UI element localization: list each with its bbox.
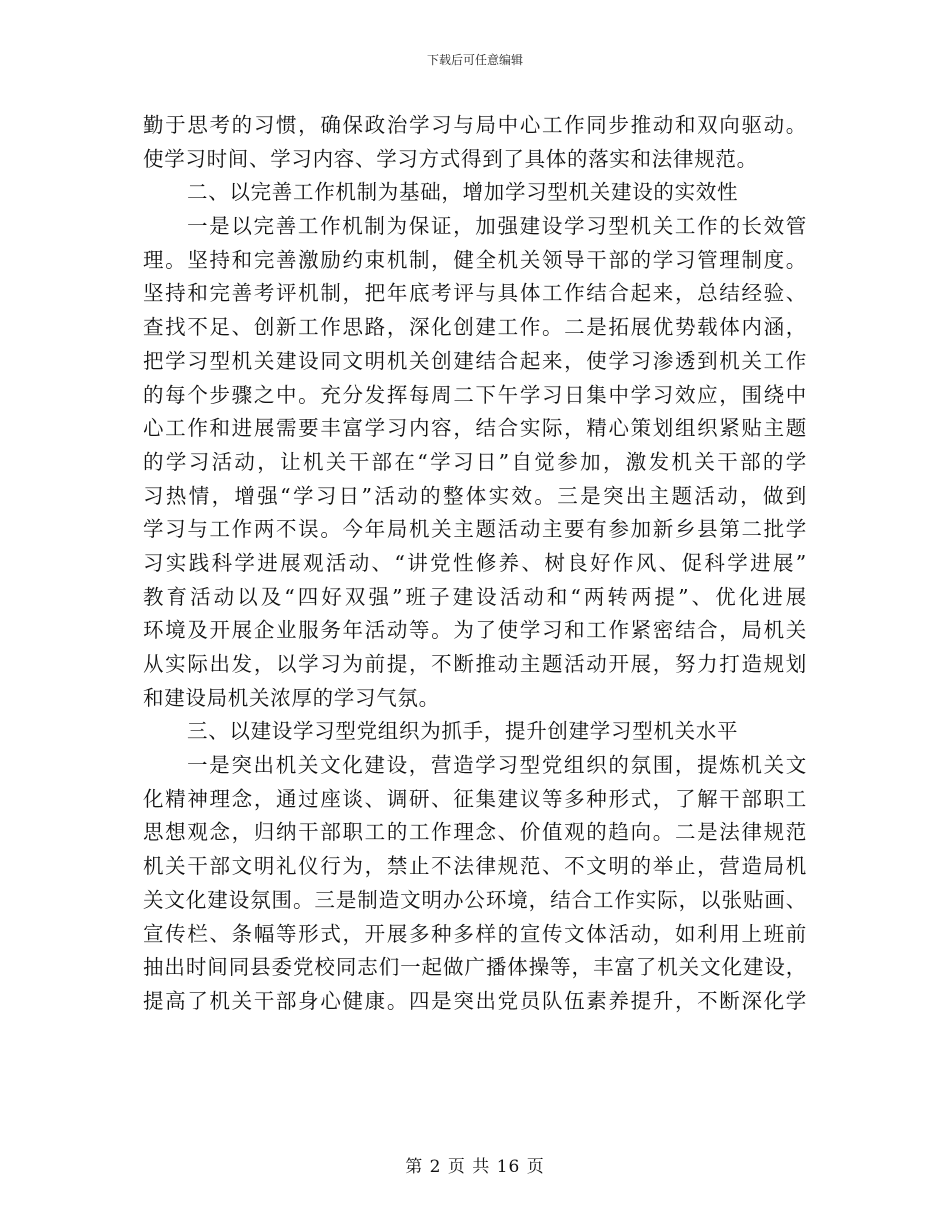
text-line: 教育活动以及“四好双强”班子建设活动和“两转两提”、优化进展 <box>143 584 807 609</box>
page-header: 下载后可任意编辑 <box>426 53 523 67</box>
text-line: 环境及开展企业服务年活动等。为了使学习和工作紧密结合，局机关 <box>143 618 807 643</box>
text-line: 化精神理念，通过座谈、调研、征集建议等多种形式，了解干部职工 <box>143 786 807 811</box>
text-line: 思想观念，归纳干部职工的工作理念、价值观的趋向。二是法律规范 <box>143 820 807 845</box>
text-line: 从实际出发，以学习为前提，不断推动主题活动开展，努力打造规划 <box>143 652 807 676</box>
text-line: 坚持和完善考评机制，把年底考评与具体工作结合起来，总结经验、 <box>143 281 807 306</box>
text-line: 把学习型机关建设同文明机关创建结合起来，使学习渗透到机关工作 <box>143 348 807 373</box>
text-line: 使学习时间、学习内容、学习方式得到了具体的落实和法律规范。 <box>143 146 758 171</box>
section-heading: 三、以建设学习型党组织为抓手，提升创建学习型机关水平 <box>187 719 739 744</box>
text-line: 的学习活动，让机关干部在“学习日”自觉参加，激发机关干部的学 <box>143 449 807 474</box>
text-line: 习实践科学进展观活动、“讲党性修养、树良好作风、促科学进展” <box>143 550 807 575</box>
text-line: 习热情，增强“学习日”活动的整体实效。三是突出主题活动，做到 <box>143 483 807 508</box>
page-number: 第 2 页 共 16 页 <box>405 1157 545 1177</box>
text-line: 抽出时间同县委党校同志们一起做广播体操等，丰富了机关文化建设， <box>143 955 807 980</box>
text-line: 机关干部文明礼仪行为，禁止不法律规范、不文明的举止，营造局机 <box>143 854 807 879</box>
text-line: 关文化建设氛围。三是制造文明办公环境，结合工作实际，以张贴画、 <box>143 887 807 912</box>
text-line: 的每个步骤之中。充分发挥每周二下午学习日集中学习效应，围绕中 <box>143 382 807 407</box>
text-line: 和建设局机关浓厚的学习气氛。 <box>143 685 440 710</box>
text-line: 一是以完善工作机制为保证，加强建设学习型机关工作的长效管 <box>187 214 807 239</box>
text-line: 查找不足、创新工作思路，深化创建工作。二是拓展优势载体内涵， <box>143 315 807 340</box>
text-line: 勤于思考的习惯，确保政治学习与局中心工作同步推动和双向驱动。 <box>143 113 807 137</box>
section-heading: 二、以完善工作机制为基础，增加学习型机关建设的实效性 <box>187 180 739 205</box>
document-body <box>143 109 807 1019</box>
text-line: 心工作和进展需要丰富学习内容，结合实际，精心策划组织紧贴主题 <box>143 416 807 441</box>
text-line: 宣传栏、条幅等形式，开展多种多样的宣传文体活动，如利用上班前 <box>143 921 807 946</box>
text-line: 提高了机关干部身心健康。四是突出党员队伍素养提升，不断深化学 <box>143 988 807 1013</box>
text-line: 一是突出机关文化建设，营造学习型党组织的氛围，提炼机关文 <box>187 753 807 778</box>
text-line: 理。坚持和完善激励约束机制，健全机关领导干部的学习管理制度。 <box>143 247 807 272</box>
text-line: 学习与工作两不误。今年局机关主题活动主要有参加新乡县第二批学 <box>143 517 807 542</box>
